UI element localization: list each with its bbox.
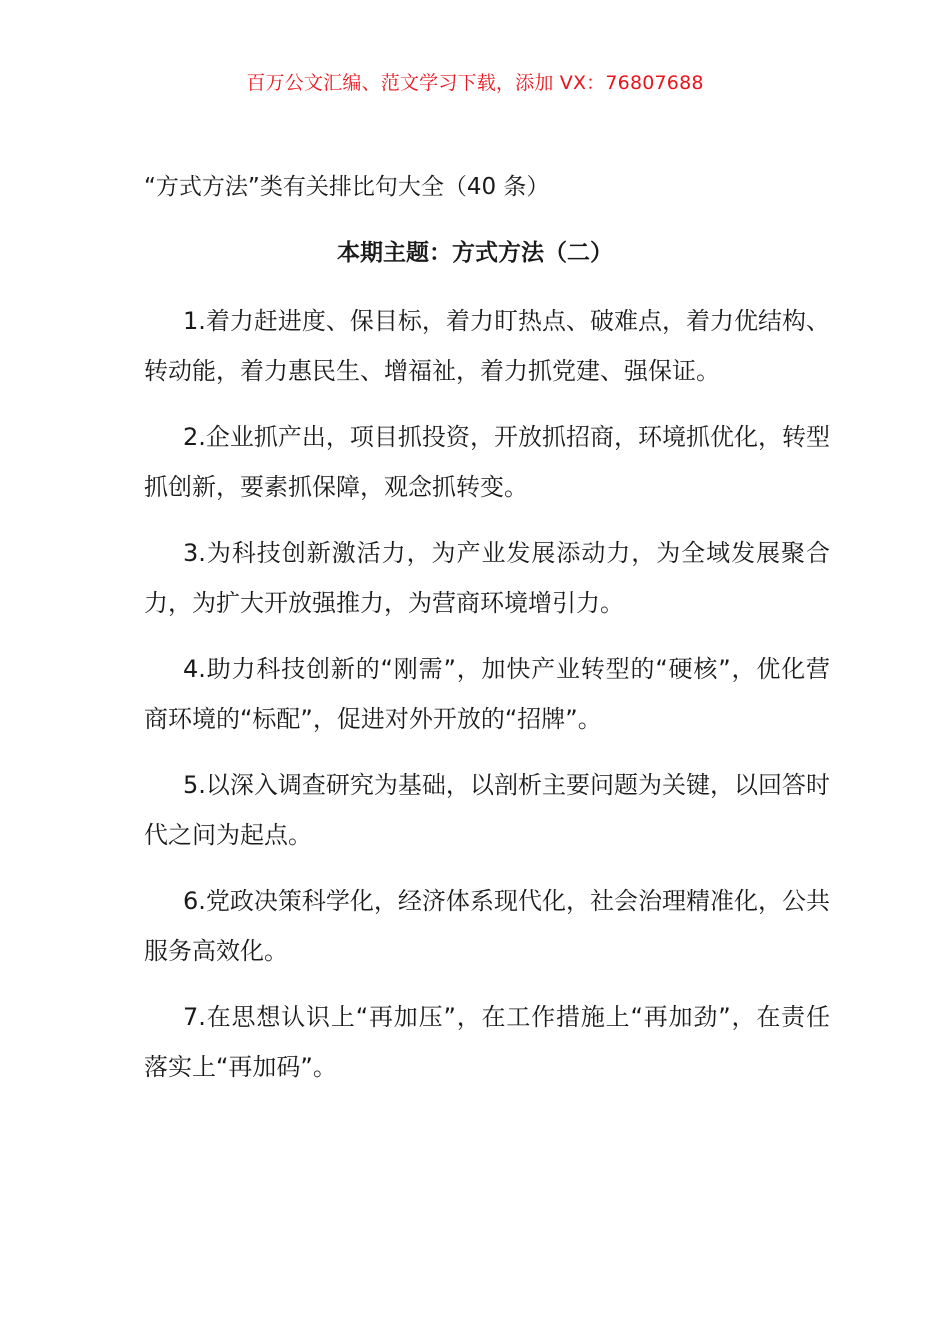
list-item: 2.企业抓产出，项目抓投资，开放抓招商，环境抓优化，转型抓创新，要素抓保障，观念抓转变。 xyxy=(144,423,830,501)
list-item: 1.着力赶进度、保目标，着力盯热点、破难点，着力优结构、转动能，着力惠民生、增福祉，着力抓党建、强保证。 xyxy=(144,307,830,385)
list-item: 7.在思想认识上“再加压”，在工作措施上“再加劲”，在责任落实上“再加码”。 xyxy=(144,1003,830,1081)
list-item: 4.助力科技创新的“刚需”，加快产业转型的“硬核”，优化营商环境的“标配”，促进对外开放的“招牌”。 xyxy=(144,655,830,733)
header-note: 百万公文汇编、范文学习下载，添加 VX：76807688 xyxy=(246,72,704,94)
document-title: “方式方法”类有关排比句大全（40 条） xyxy=(144,174,550,200)
document-subtitle: 本期主题：方式方法（二） xyxy=(337,240,613,266)
list-item: 6.党政决策科学化，经济体系现代化，社会治理精准化，公共服务高效化。 xyxy=(144,887,830,965)
list-item: 3.为科技创新激活力，为产业发展添动力，为全域发展聚合力，为扩大开放强推力，为营商环境增引力。 xyxy=(144,539,830,617)
list-item: 5.以深入调查研究为基础，以剖析主要问题为关键，以回答时代之问为起点。 xyxy=(144,771,830,849)
item-list xyxy=(144,296,830,1108)
